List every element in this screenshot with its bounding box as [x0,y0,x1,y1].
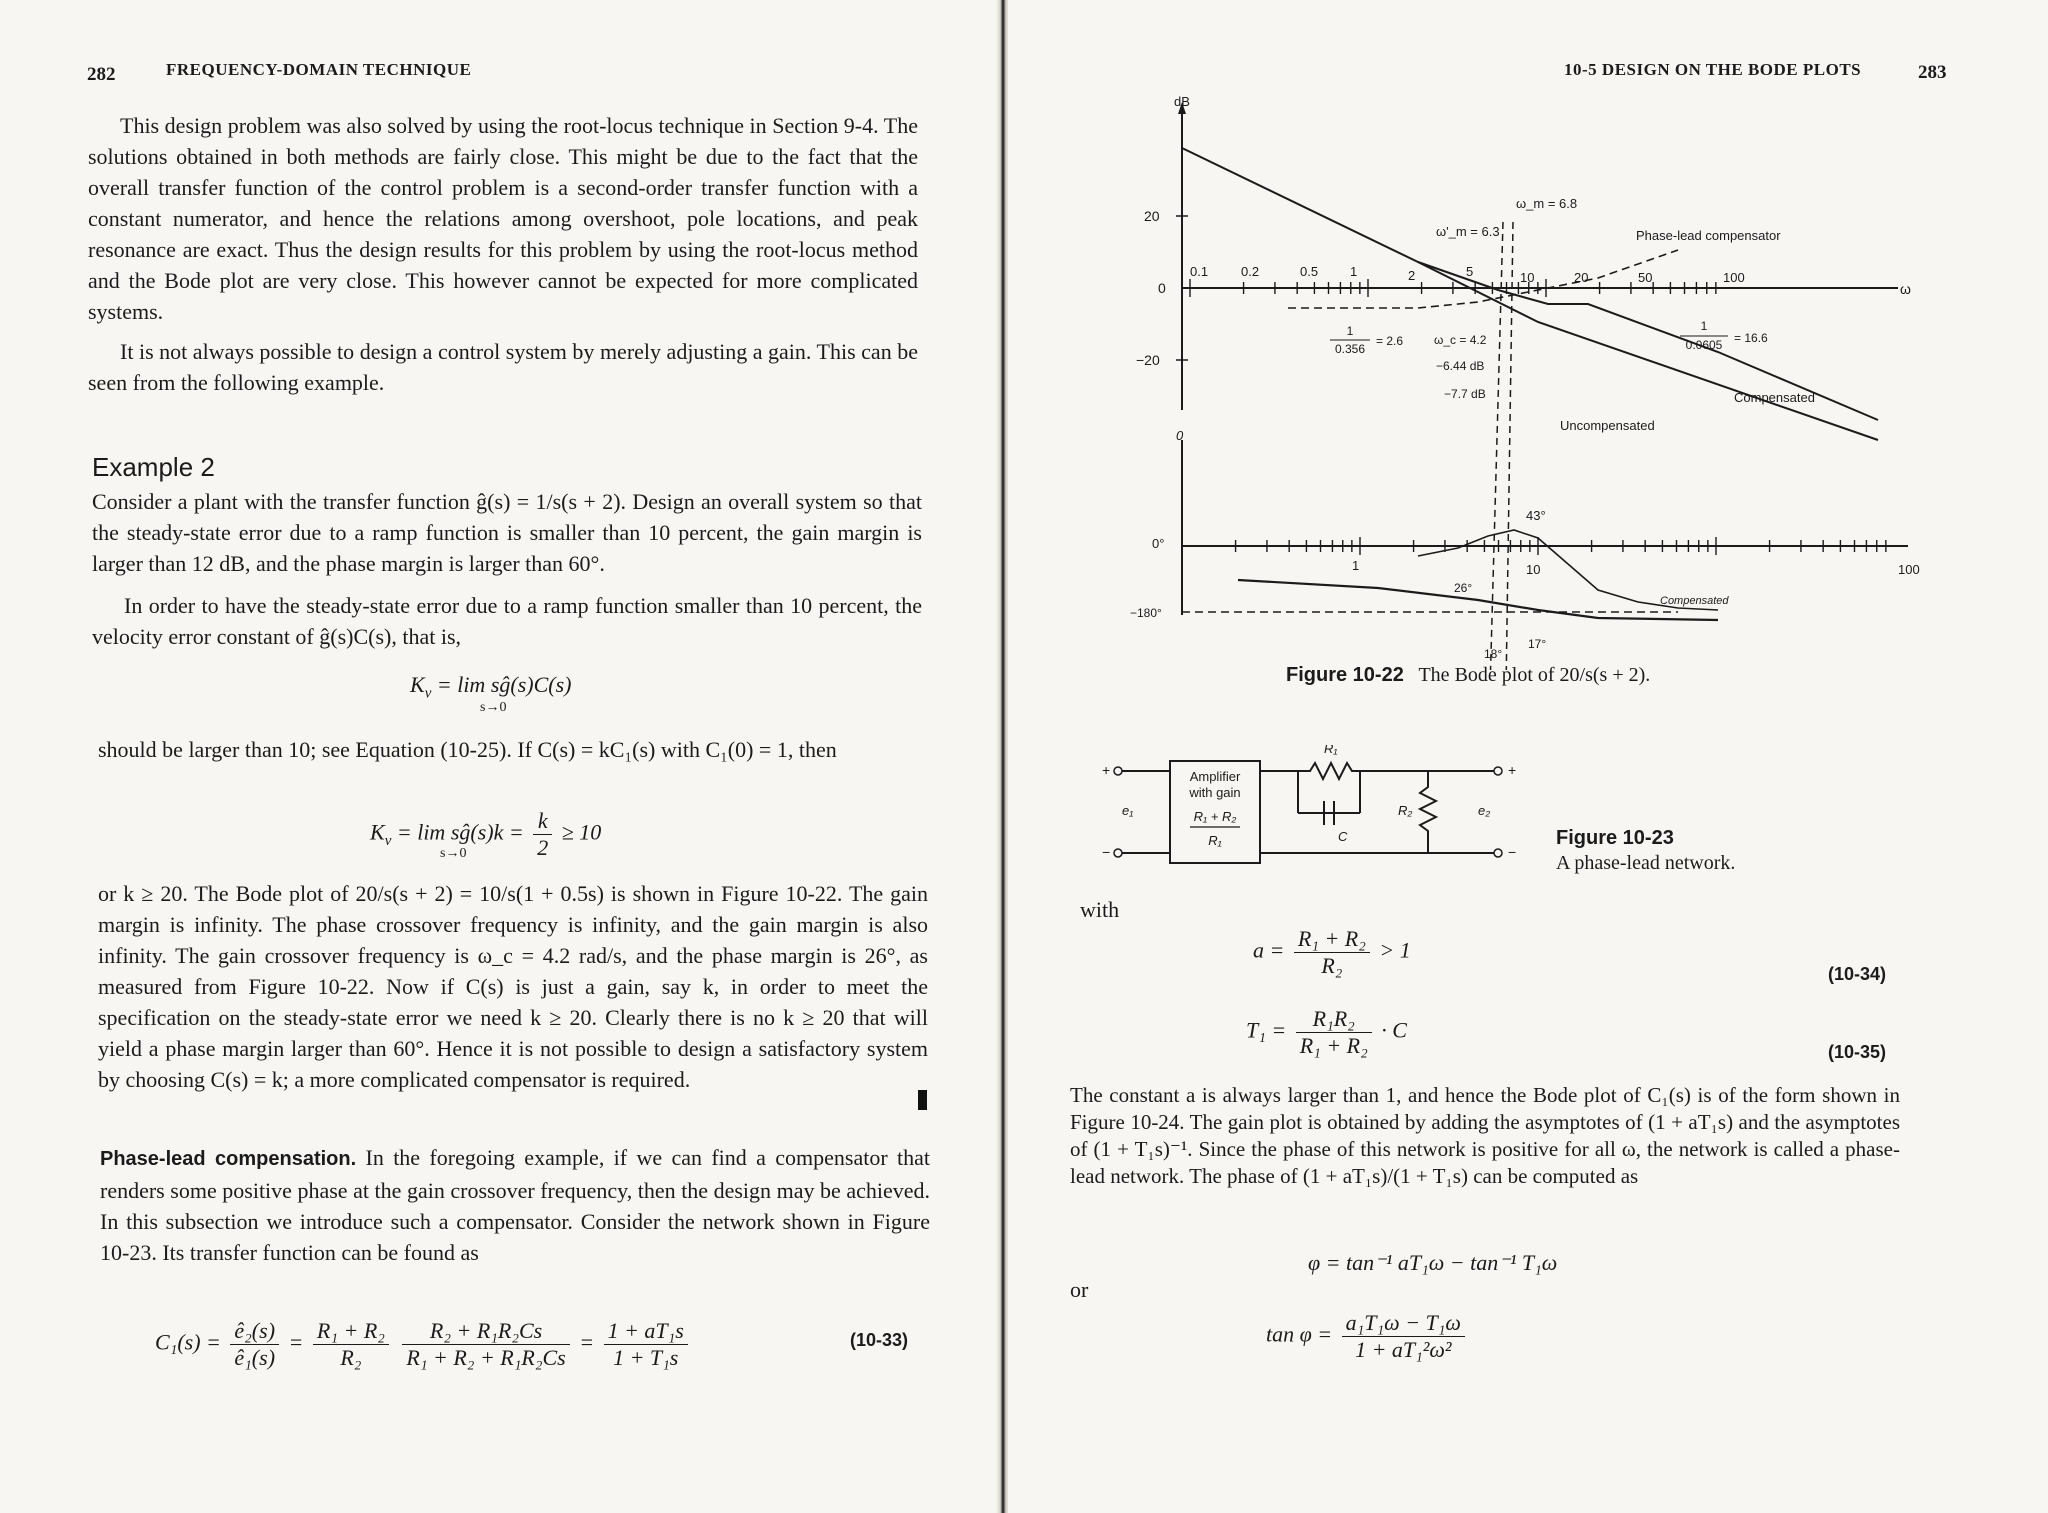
figure-10-22-caption [1286,664,1650,687]
gain-tick-0: 0 [1158,280,1166,296]
eq-tan-num: a₁T₁ω − T₁ω [1342,1310,1465,1337]
eq34-lhs: a = [1253,937,1285,963]
output-plus: + [1508,762,1517,778]
c-label: C [1338,829,1348,844]
eq33-eq-2: = [579,1329,595,1355]
ann-2-6: = 2.6 [1376,334,1404,348]
ann-00605-num: 1 [1700,319,1708,333]
paragraph-2: It is not always possible to design a control system by merely adjusting a gain. This can be seen from the following example. [88,339,918,395]
eq35-rhs: · C [1381,1017,1407,1043]
freq-tick-5: 5 [1466,264,1474,279]
eq35-num: R₁R₂ [1296,1006,1372,1033]
phase-freq-100: 100 [1898,562,1920,577]
eq34-num: R₁ + R₂ [1294,926,1370,953]
amplifier-num: R₁ + R₂ [1193,809,1237,824]
with-word: with [1080,897,1120,922]
phase-freq-1: 1 [1352,558,1360,573]
amplifier-den: R₁ [1208,833,1222,848]
input-minus: − [1102,844,1111,860]
eq-kv1-limit: s→0 [480,700,507,715]
phase-lead-heading: Phase-lead compensation. [100,1148,357,1170]
eq33-number: (10-33) [850,1330,909,1350]
input-plus: + [1102,762,1111,778]
right-page-number: 283 [1918,62,1947,83]
gain-tick-20: 20 [1144,208,1160,224]
right-page [1008,0,2048,1513]
eq34-number: (10-34) [1828,964,1887,984]
end-of-example-mark [918,1090,927,1110]
eq-kv1-rhs: = lim sĝ(s)C(s) [436,672,572,697]
eq-kv1-lhs: K [410,672,425,697]
phase-lead-network-figure [1098,745,1558,885]
equation-kv-2 [370,808,601,861]
ann-uncompensated: Uncompensated [1560,418,1655,433]
figure-10-23-text: A phase-lead network. [1556,852,1736,874]
ann-wm: ω_m = 6.8 [1516,196,1578,211]
eq35-lhs: T₁ = [1246,1017,1287,1043]
figure-10-23-caption [1556,826,1735,876]
equation-tan-phi [1266,1310,1469,1363]
eq33-f1-num: ê₂(s) [230,1318,279,1345]
bode-plot-figure [1118,90,1958,670]
ann-00605-den: 0.0605 [1685,338,1723,352]
freq-tick-20: 20 [1574,270,1589,285]
figure-10-22-text: The Bode plot of 20/s(s + 2). [1418,664,1651,686]
ann-wc: ω_c = 4.2 [1434,333,1487,347]
amplifier-line1: Amplifier [1189,769,1241,784]
eq34-rhs: > 1 [1379,937,1411,963]
eq35-den: R₁ + R₂ [1299,1033,1368,1058]
resistor-r1 [1298,763,1360,779]
eq-kv2-limit: s→0 [440,846,467,861]
phase-tick-neg180: −180° [1130,606,1162,620]
eq33-f2-den: R₂ [340,1345,362,1370]
ann-compensated-gain: Compensated [1734,390,1815,405]
freq-tick-1: 1 [1350,264,1358,279]
eq-kv2-fraction [533,808,552,861]
ann-wm-prime: ω'_m = 6.3 [1436,224,1500,239]
amplifier-line2: with gain [1189,785,1241,800]
ann-0356-den: 0.356 [1334,342,1366,356]
omega-label: ω [1900,281,1911,297]
output-minus: − [1508,844,1517,860]
gain-tick-neg20: −20 [1136,352,1160,368]
eq-tan-frac [1342,1310,1465,1363]
resistor-r2 [1420,771,1436,853]
paragraph-7-text: In the foregoing example, if we can find a compensator that renders some positive phase at the gain crossover frequency, then the design may be achieved. In this subsection we introduce such a compensator. Consider the network shown in Figure 10-23. Its transfer function can be found as [100,1145,931,1265]
e1-label: e₁ [1122,803,1134,818]
phase-tick-0deg: 0° [1152,536,1165,551]
eq35-frac [1296,1006,1372,1059]
ann-43deg: 43° [1526,508,1546,523]
paragraph-7 [100,1142,930,1268]
r2-label: R₂ [1398,803,1413,818]
equation-kv-1 [410,672,571,702]
gain-y-unit: dB [1174,94,1190,109]
left-running-head: FREQUENCY-DOMAIN TECHNIQUE [166,60,472,79]
or-word: or [1070,1277,1089,1302]
right-running-head: 10-5 DESIGN ON THE BODE PLOTS [1564,60,1862,79]
eq33-frac-2 [313,1318,389,1371]
equation-phi: φ = tan⁻¹ aT₁ω − tan⁻¹ T₁ω [1308,1250,1558,1275]
phase-lead-gain-curve [1288,250,1678,308]
paragraph-4: In order to have the steady-state error due to a ramp function smaller than 10 percent, the velocity error constant of ĝ(s)C(s), that is, [92,593,922,649]
uncompensated-phase-curve [1238,580,1718,620]
equation-10-33 [155,1318,692,1371]
eq33-f4-den: 1 + T₁s [613,1345,679,1370]
eq-kv2-mid: = lim sĝ(s)k = [396,819,524,845]
eq33-f3-den: R₁ + R₂ + R₁R₂Cs [406,1345,566,1370]
right-paragraph-1: The constant a is always larger than 1, and hence the Bode plot of C₁(s) is of the form shown in Figure 10-24. The gain plot is obtained by adding the asymptotes of (1 + aT₁s) and the asymptotes of (1 + T₁s)⁻¹. Since the phase of this network is positive for all ω, the network is called a phase-lead network. The phase of (1 + aT₁s)/(1 + T₁s) can be computed as [1070,1083,1900,1188]
ann-77db: −7.7 dB [1444,387,1486,401]
example-heading: Example 2 [92,452,215,482]
phase-freq-10: 10 [1526,562,1541,577]
eq-kv2-sub: v [384,832,392,849]
paragraph-5: should be larger than 10; see Equation (10-25). If C(s) = kC₁(s) with C₁(0) = 1, then [98,737,837,762]
equation-10-34 [1253,926,1411,979]
phase-tick-0: 0 [1176,428,1184,443]
equation-10-35 [1246,1006,1407,1059]
eq33-f1-den: ê₁(s) [234,1345,276,1370]
ann-644db: −6.44 dB [1436,359,1485,373]
eq-kv2-rhs: ≥ 10 [561,819,602,845]
eq33-frac-1 [230,1318,279,1371]
eq35-number: (10-35) [1828,1042,1887,1062]
eq-kv1-sub: v [424,685,432,702]
ann-18deg: 18° [1484,647,1503,661]
eq33-frac-3 [402,1318,569,1371]
eq33-lhs: C₁(s) = [155,1329,221,1355]
freq-tick-0.2: 0.2 [1241,264,1260,279]
figure-10-23-label: Figure 10-23 [1556,827,1674,849]
eq-kv2-den: 2 [537,835,549,860]
ann-lead-compensator: Phase-lead compensator [1636,228,1781,243]
ann-16-6: = 16.6 [1734,331,1768,345]
freq-tick-100: 100 [1723,270,1745,285]
ann-0356-num: 1 [1346,324,1354,338]
eq-tan-den: 1 + aT₁²ω² [1355,1337,1452,1362]
freq-tick-2: 2 [1408,268,1416,283]
freq-tick-10: 10 [1520,270,1535,285]
freq-tick-0.5: 0.5 [1300,264,1319,279]
paragraph-1: This design problem was also solved by using the root-locus technique in Section 9-4. The solutions obtained in both methods are fairly close. This might be due to the fact that the overall transfer function of the control problem is a second-order transfer function with a constant numerator, and hence the relations among overshoot, pole locations, and peak resonance are exact. Thus the design results for this problem by using the root-locus method and the Bode plot are very close. This however cannot be expected for more complicated systems. [88,113,918,324]
eq33-f4-num: 1 + aT₁s [604,1318,688,1345]
freq-tick-50: 50 [1638,270,1653,285]
r1-label: R₁ [1324,745,1338,756]
eq33-frac-4 [604,1318,688,1371]
figure-10-22-label: Figure 10-22 [1286,664,1404,686]
ann-17deg: 17° [1528,637,1547,651]
eq-kv2-lhs: K [370,819,385,845]
eq34-den: R₂ [1321,953,1343,978]
freq-tick-0.1: 0.1 [1190,264,1209,279]
eq-tan-lhs: tan φ = [1266,1321,1333,1347]
ann-26deg: 26° [1454,581,1473,595]
eq33-eq-1: = [288,1329,304,1355]
eq34-frac [1294,926,1370,979]
eq33-f2-num: R₁ + R₂ [313,1318,389,1345]
e2-label: e₂ [1478,803,1491,818]
left-page [0,0,1003,1513]
eq33-f3-num: R₂ + R₁R₂Cs [402,1318,569,1345]
paragraph-6: or k ≥ 20. The Bode plot of 20/s(s + 2) = 10/s(1 + 0.5s) is shown in Figure 10-22. The gain margin is infinity. The phase crossover frequency is infinity, and the gain margin is also infinity. The gain crossover frequency is ω_c = 4.2 rad/s, and the phase margin is 26°, as measured from Figure 10-22. Now if C(s) is just a gain, say k, in order to meet the specification on the steady-state error we need k ≥ 20. Clearly there is no k ≥ 20 that will yield a phase margin larger than 60°. Hence it is not possible to design a satisfactory system by choosing C(s) = k; a more complicated compensator is required. [98,881,928,1092]
ann-compensated-phase: Compensated [1660,595,1729,607]
paragraph-3: Consider a plant with the transfer function ĝ(s) = 1/s(s + 2). Design an overall system so that the steady-state error due to a ramp function is smaller than 10 percent, the gain margin is larger than 12 dB, and the phase margin is larger than 60°. [92,489,922,576]
eq-kv2-num: k [533,808,552,835]
left-page-number: 282 [87,64,116,85]
